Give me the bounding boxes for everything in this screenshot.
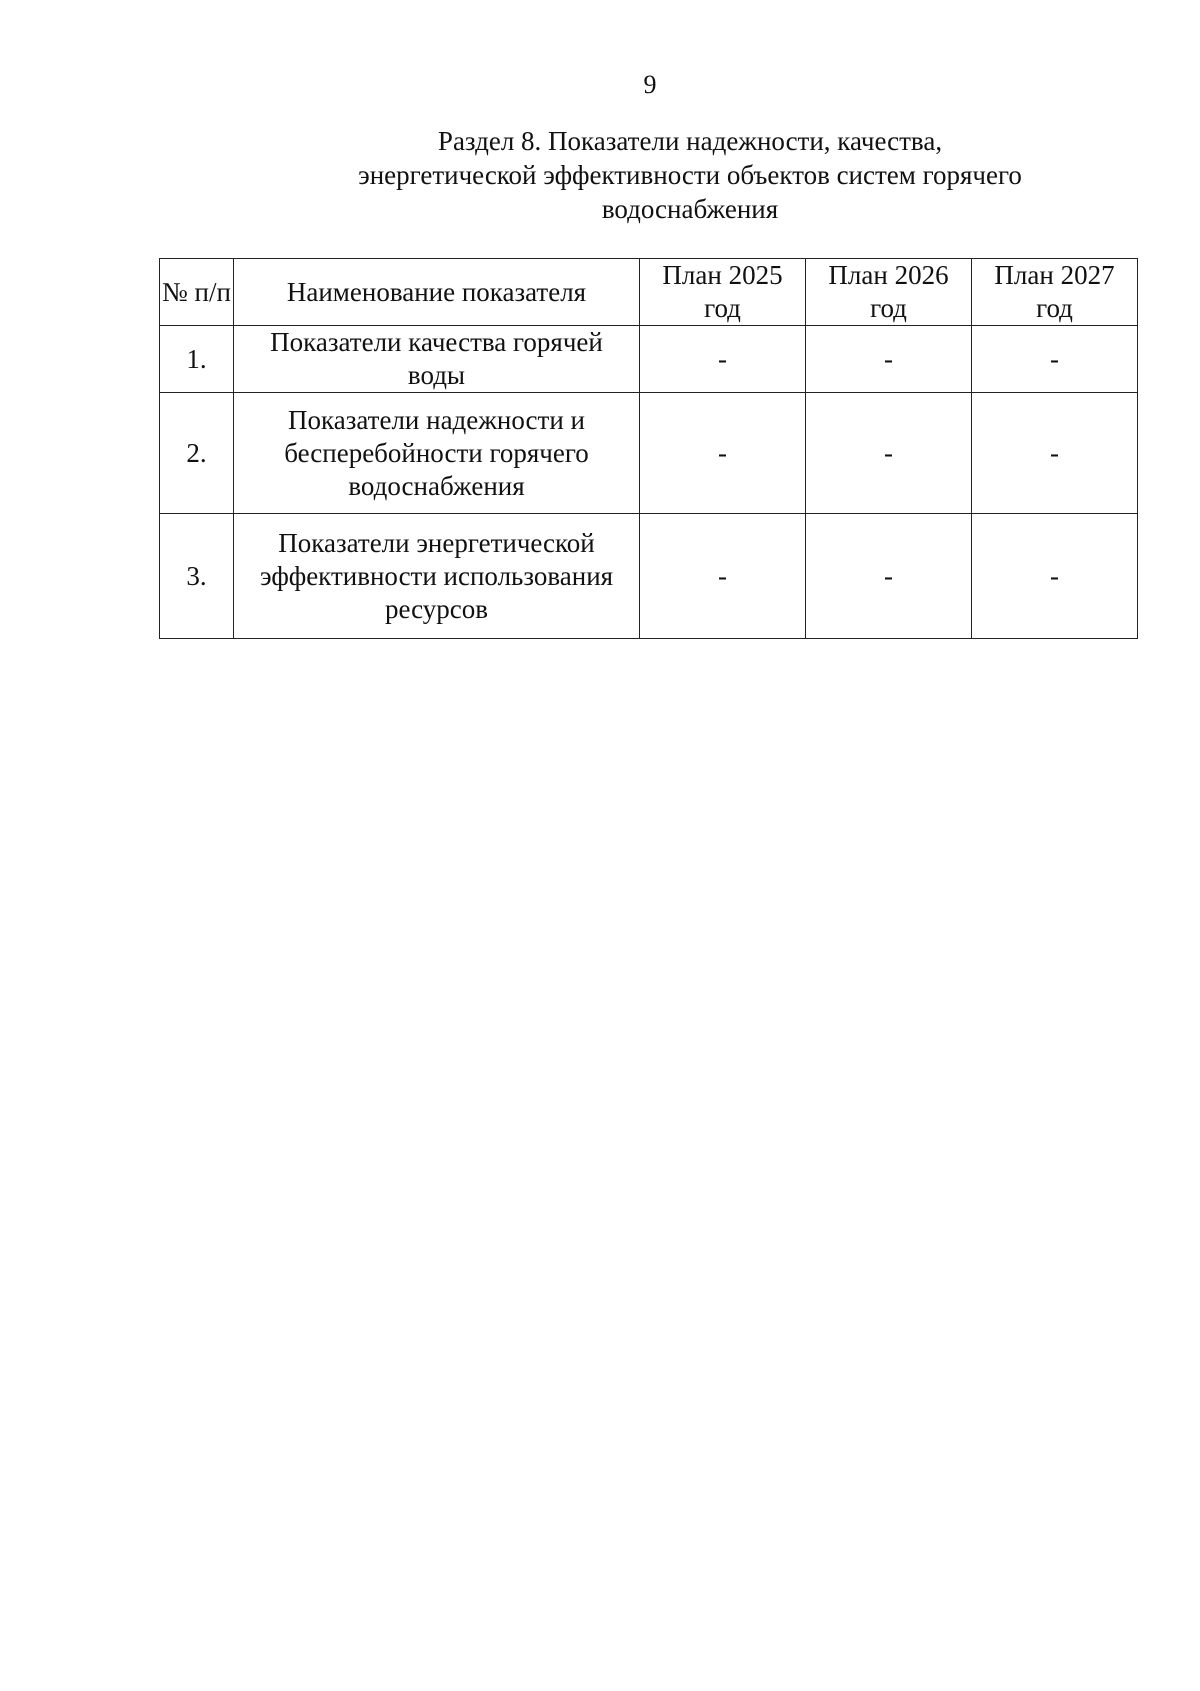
row-name-line: бесперебойности горячего — [284, 437, 589, 468]
header-plan-2025-line: План 2025 — [662, 260, 783, 290]
plan-2027-value: - — [972, 393, 1138, 514]
header-number: № п/п — [160, 259, 234, 326]
header-plan-2027-line: год — [1036, 293, 1073, 323]
row-name — [234, 514, 640, 639]
header-plan-2026-line: План 2026 — [828, 260, 949, 290]
plan-2026-value: - — [806, 326, 972, 393]
row-name-line: воды — [407, 360, 466, 390]
header-plan-2025-line: год — [704, 293, 741, 323]
row-name-line: Показатели надежности и — [288, 404, 585, 435]
header-plan-2026 — [806, 259, 972, 326]
row-number: 1. — [160, 326, 234, 393]
header-plan-2025 — [640, 259, 806, 326]
header-plan-2027 — [972, 259, 1138, 326]
plan-2026-value: - — [806, 514, 972, 639]
section-title — [300, 124, 1080, 226]
plan-2026-value: - — [806, 393, 972, 514]
section-title-line: Раздел 8. Показатели надежности, качества, — [437, 126, 943, 156]
page-number: 9 — [643, 70, 657, 99]
plan-2025-value: - — [640, 326, 806, 393]
row-number: 3. — [160, 514, 234, 639]
plan-2025-value: - — [640, 514, 806, 639]
header-plan-2026-line: год — [870, 293, 907, 323]
table-row — [160, 393, 1138, 514]
row-name — [234, 393, 640, 514]
row-number: 2. — [160, 393, 234, 514]
table-header-row — [160, 259, 1138, 326]
table-row — [160, 326, 1138, 393]
plan-2027-value: - — [972, 514, 1138, 639]
row-name-line: Показатели энергетической — [278, 527, 595, 558]
table-row — [160, 514, 1138, 639]
indicators-table — [159, 258, 1138, 639]
row-name-line: эффективности использования — [259, 560, 614, 591]
row-name-line: ресурсов — [384, 593, 489, 624]
header-plan-2027-line: План 2027 — [994, 260, 1115, 290]
row-name-line: водоснабжения — [348, 470, 525, 501]
section-title-line: водоснабжения — [601, 194, 779, 224]
row-name-line: Показатели качества горячей — [270, 327, 603, 357]
plan-2027-value: - — [972, 326, 1138, 393]
plan-2025-value: - — [640, 393, 806, 514]
section-title-line: энергетической эффективности объектов систем горячего — [358, 160, 1022, 190]
row-name — [234, 326, 640, 393]
header-name: Наименование показателя — [234, 259, 640, 326]
